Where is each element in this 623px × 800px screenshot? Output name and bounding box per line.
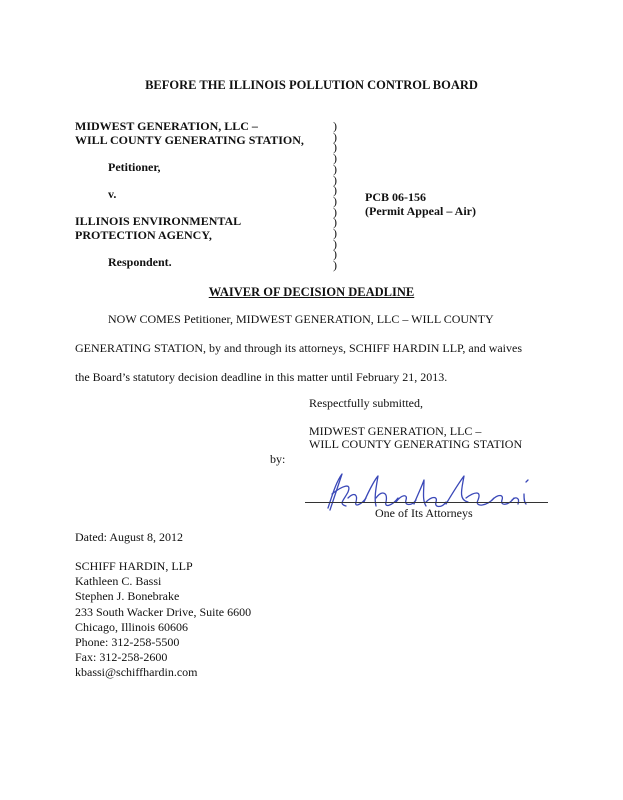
fax-number: Fax: 312-258-2600 (75, 650, 168, 665)
body-line-1: NOW COMES Petitioner, MIDWEST GENERATION, LLC – WILL COUNTY (108, 312, 494, 326)
address-line-2: Chicago, Illinois 60606 (75, 619, 188, 634)
body-line-3: the Board’s statutory decision deadline in this matter until February 21, 2013. (75, 370, 448, 384)
dated-line: Dated: August 8, 2012 (75, 530, 183, 544)
attorney-name-2: Stephen J. Bonebrake (75, 589, 180, 604)
by-label: by: (270, 452, 286, 466)
caption-parentheses: ) ) ) ) ) ) ) ) ) ) ) ) ) ) (333, 119, 337, 273)
counsel-block (75, 559, 251, 681)
petitioner-name-line2: WILL COUNTY GENERATING STATION, (75, 133, 304, 147)
party-line-2: WILL COUNTY GENERATING STATION (309, 437, 523, 451)
respondent-name-line2: PROTECTION AGENCY, (75, 228, 212, 242)
signature-caption: One of Its Attorneys (375, 506, 473, 520)
versus: v. (108, 187, 117, 201)
case-type: (Permit Appeal – Air) (365, 204, 476, 218)
firm-name: SCHIFF HARDIN, LLP (75, 559, 193, 573)
party-line-1: MIDWEST GENERATION, LLC – (309, 424, 482, 438)
address-line-1: 233 South Wacker Drive, Suite 6600 (75, 604, 252, 619)
court-heading: BEFORE THE ILLINOIS POLLUTION CONTROL BOARD (145, 78, 478, 92)
attorney-name-1: Kathleen C. Bassi (75, 574, 162, 589)
document-title: WAIVER OF DECISION DEADLINE (208, 285, 415, 299)
case-number: PCB 06-156 (365, 190, 426, 204)
email-address: kbassi@schiffhardin.com (75, 665, 198, 680)
closing: Respectfully submitted, (309, 396, 423, 410)
phone-number: Phone: 312-258-5500 (75, 635, 180, 650)
respondent-role: Respondent. (108, 255, 172, 269)
signature-line (305, 502, 548, 503)
petitioner-name-line1: MIDWEST GENERATION, LLC – (75, 119, 258, 133)
petitioner-role: Petitioner, (108, 160, 161, 174)
body-line-2: GENERATING STATION, by and through its attorneys, SCHIFF HARDIN LLP, and waives (75, 341, 523, 355)
respondent-name-line1: ILLINOIS ENVIRONMENTAL (75, 214, 242, 228)
